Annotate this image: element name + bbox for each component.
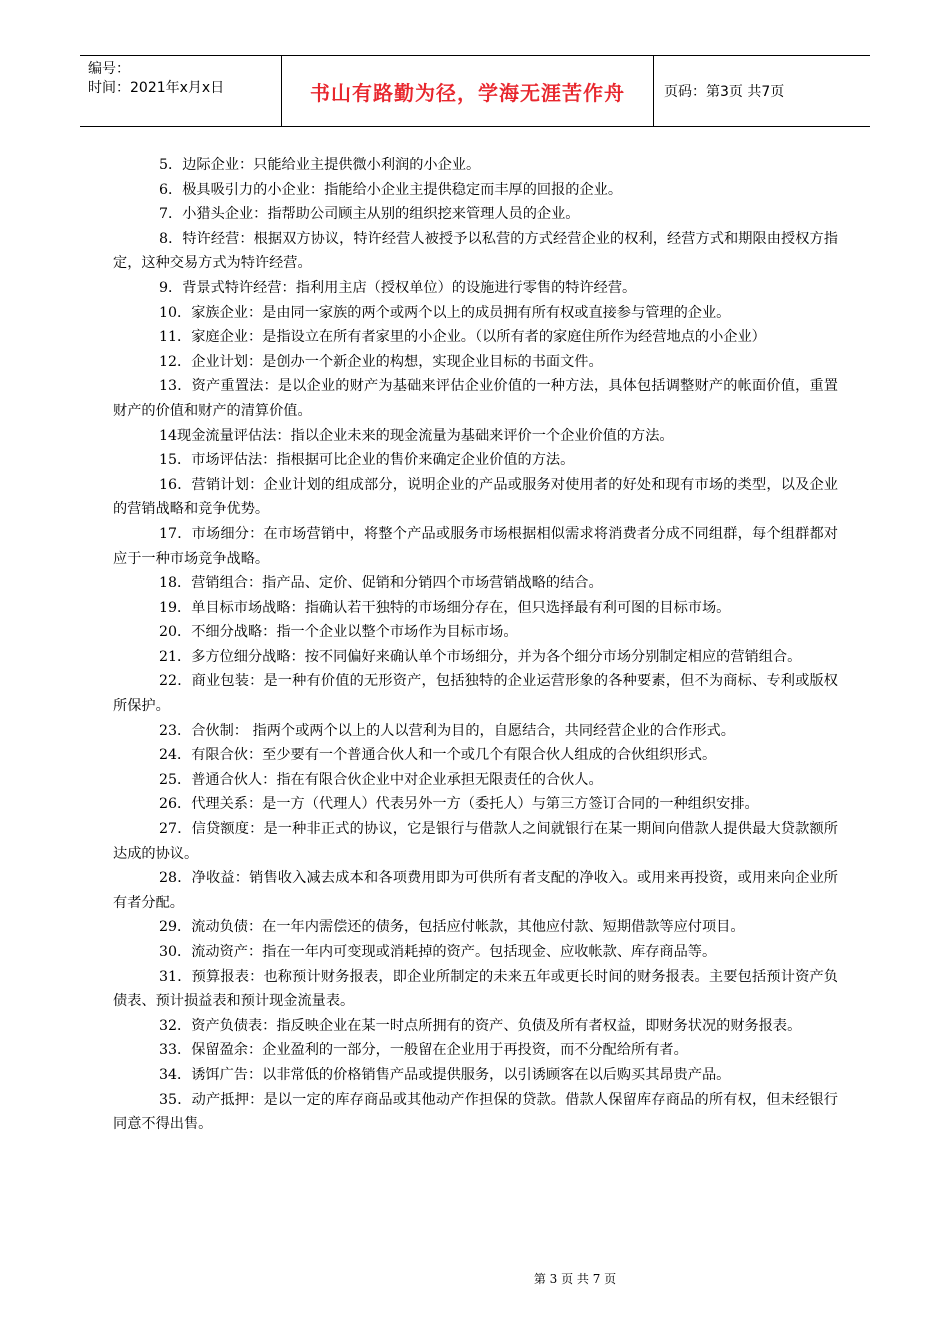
definition-paragraph: 28．净收益：销售收入减去成本和各项费用即为可供所有者支配的净收入。或用来再投资，或用来向企业所有者分配。 xyxy=(113,870,838,911)
document-number-label: 编号： xyxy=(88,61,130,77)
definition-paragraph: 18．营销组合：指产品、定价、促销和分销四个市场营销战略的结合。 xyxy=(159,575,603,592)
definition-paragraph: 29．流动负债：在一年内需偿还的债务，包括应付帐款，其他应付款、短期借款等应付项目。 xyxy=(159,919,745,936)
page-footer-text: 第 3 页 共 7 页 xyxy=(533,1272,617,1286)
definition-paragraph: 31．预算报表：也称预计财务报表，即企业所制定的未来五年或更长时间的财务报表。主要包括预计资产负债表、预计损益表和预计现金流量表。 xyxy=(113,968,838,1010)
definition-paragraph: 14现金流量评估法：指以企业未来的现金流量为基础来评价一个企业价值的方法。 xyxy=(159,427,674,444)
definition-paragraph: 23．合伙制： 指两个或两个以上的人以营利为目的，自愿结合，共同经营企业的合作形式。 xyxy=(159,722,735,739)
definition-paragraph: 26．代理关系：是一方（代理人）代表另外一方（委托人）与第三方签订合同的一种组织安排。 xyxy=(159,796,759,813)
document-body xyxy=(113,153,838,1137)
definition-paragraph: 5．边际企业：只能给业主提供微小利润的小企业。 xyxy=(159,157,481,173)
definition-paragraph: 35．动产抵押：是以一定的库存商品或其他动产作担保的贷款。借款人保留库存商品的所有权，但未经银行同意不得出售。 xyxy=(113,1091,838,1133)
definition-paragraph: 32．资产负债表：指反映企业在某一时点所拥有的资产、负债及所有者权益，即财务状况的财务报表。 xyxy=(159,1017,802,1034)
definition-paragraph: 20．不细分战略：指一个企业以整个市场作为目标市场。 xyxy=(159,624,518,641)
definition-paragraph: 11．家庭企业：是指设立在所有者家里的小企业。（以所有者的家庭住所作为经营地点的小企业） xyxy=(159,329,766,346)
header-meta xyxy=(80,56,282,126)
definition-paragraph: 8．特许经营：根据双方协议，特许经营人被授予以私营的方式经营企业的权利，经营方式和期限由授权方指定，这种交易方式为特许经营。 xyxy=(113,230,838,272)
definition-paragraph: 17．市场细分：在市场营销中，将整个产品或服务市场根据相似需求将消费者分成不同组群，每个组群都对应于一种市场竞争战略。 xyxy=(113,525,838,567)
definition-paragraph: 34．诱饵广告：以非常低的价格销售产品或提供服务，以引诱顾客在以后购买其昂贵产品。 xyxy=(159,1066,731,1083)
header-page-info: 页码：第3页 共7页 xyxy=(664,84,785,100)
definition-paragraph: 13．资产重置法：是以企业的财产为基础来评估企业价值的一种方法，具体包括调整财产的帐面价值，重置财产的价值和财产的清算价值。 xyxy=(113,378,838,419)
header-slogan: 书山有路勤为径，学海无涯苦作舟 xyxy=(282,56,654,126)
definition-paragraph: 6．极具吸引力的小企业：指能给小企业主提供稳定而丰厚的回报的企业。 xyxy=(159,181,623,198)
definition-paragraph: 25．普通合伙人：指在有限合伙企业中对企业承担无限责任的合伙人。 xyxy=(159,771,603,788)
definition-paragraph: 33．保留盈余：企业盈利的一部分，一般留在企业用于再投资，而不分配给所有者。 xyxy=(159,1042,688,1059)
definition-paragraph: 21．多方位细分战略：按不同偏好来确认单个市场细分，并为各个细分市场分别制定相应的营销组合。 xyxy=(159,648,802,665)
definition-paragraph: 27．信贷额度：是一种非正式的协议，它是银行与借款人之间就银行在某一期间向借款人提供最大贷款额所达成的协议。 xyxy=(113,821,838,862)
definition-paragraph: 12．企业计划：是创办一个新企业的构想，实现企业目标的书面文件。 xyxy=(159,353,603,370)
definition-paragraph: 10．家族企业：是由同一家族的两个或两个以上的成员拥有所有权或直接参与管理的企业。 xyxy=(159,304,731,321)
page-footer xyxy=(0,1270,950,1287)
definition-paragraph: 15．市场评估法：指根据可比企业的售价来确定企业价值的方法。 xyxy=(159,452,575,469)
definition-paragraph: 19．单目标市场战略：指确认若干独特的市场细分存在，但只选择最有利可图的目标市场。 xyxy=(159,599,731,616)
definition-paragraph: 22．商业包装：是一种有价值的无形资产，包括独特的企业运营形象的各种要素，但不为商标、专利或版权所保护。 xyxy=(113,673,838,715)
definition-paragraph: 9．背景式特许经营：指利用主店（授权单位）的设施进行零售的特许经营。 xyxy=(159,279,637,296)
definition-paragraph: 7．小猎头企业：指帮助公司顾主从别的组织挖来管理人员的企业。 xyxy=(159,206,580,223)
definition-paragraph: 30．流动资产：指在一年内可变现或消耗掉的资产。包括现金、应收帐款、库存商品等。 xyxy=(159,944,717,960)
document-date-label: 时间：2021年x月x日 xyxy=(88,80,225,96)
document-header xyxy=(80,55,870,127)
definition-paragraph: 16．营销计划：企业计划的组成部分，说明企业的产品或服务对使用者的好处和现有市场的类型，以及企业的营销战略和竞争优势。 xyxy=(113,476,838,518)
definition-paragraph: 24．有限合伙：至少要有一个普通合伙人和一个或几个有限合伙人组成的合伙组织形式。 xyxy=(159,747,717,764)
